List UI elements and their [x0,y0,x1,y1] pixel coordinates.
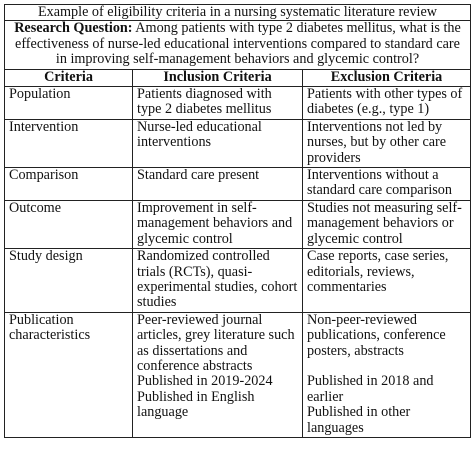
criteria-cell: Publication characteristics [5,312,133,437]
table-row [5,249,471,313]
exclusion-text: Non-peer-reviewed publications, conference posters, abstracts [307,312,446,359]
inclusion-cell [133,168,303,201]
criteria-cell: Comparison [5,168,133,201]
research-question-text: Among patients with type 2 diabetes mellitus, what is the effectiveness of nurse-led educational interventions compared to standard care in improving self-management behaviors and glycemic control? [15,20,461,68]
table-row [5,119,471,167]
research-question [5,21,471,69]
caption-row [5,5,471,21]
criteria-cell: Outcome [5,200,133,248]
table-caption: Example of eligibility criteria in a nursing systematic literature review [5,5,471,21]
exclusion-cell [303,168,471,201]
research-question-label: Research Question: [14,20,133,37]
column-header-exclusion: Exclusion Criteria [303,69,471,86]
criteria-cell: Intervention [5,119,133,167]
table-row [5,87,471,120]
exclusion-cell [303,119,471,167]
inclusion-text: Patients diagnosed with type 2 diabetes mellitus [137,86,272,118]
criteria-cell: Study design [5,249,133,313]
research-question-row [5,21,471,69]
inclusion-cell [133,200,303,248]
inclusion-text: Published in English language [137,388,255,421]
inclusion-text: Published in 2019-2024 [137,373,273,390]
criteria-cell: Population [5,87,133,120]
exclusion-text: Patients with other types of diabetes (e.g., type 1) [307,86,463,118]
blank-line [307,359,466,374]
exclusion-text: Interventions without a standard care comparison [307,167,452,199]
exclusion-text: Case reports, case series, editorials, reviews, commentaries [307,248,449,295]
inclusion-cell [133,87,303,120]
inclusion-text: Improvement in self-management behaviors and glycemic control [137,200,293,247]
inclusion-cell [133,249,303,313]
column-header-inclusion: Inclusion Criteria [133,69,303,86]
table-row [5,168,471,201]
table-row [5,312,471,437]
inclusion-text: Randomized controlled trials (RCTs), quasi-experimental studies, cohort studies [137,248,298,311]
exclusion-text: Published in other languages [307,404,411,436]
exclusion-text: Interventions not led by nurses, but by other care providers [307,119,447,166]
exclusion-cell [303,312,471,437]
inclusion-text: Peer-reviewed journal articles, grey literature such as dissertations and conference abstracts [137,312,295,374]
eligibility-criteria-table [4,4,471,438]
header-row [5,69,471,86]
inclusion-text: Nurse-led educational interventions [137,119,262,151]
exclusion-cell [303,87,471,120]
column-header-criteria: Criteria [5,69,133,86]
table-row [5,200,471,248]
exclusion-text: Studies not measuring self-management behaviors or glycemic control [307,200,462,247]
inclusion-cell [133,312,303,437]
exclusion-cell [303,200,471,248]
exclusion-text: Published in 2018 and earlier [307,373,434,405]
inclusion-text: Standard care present [137,167,260,184]
exclusion-cell [303,249,471,313]
inclusion-cell [133,119,303,167]
